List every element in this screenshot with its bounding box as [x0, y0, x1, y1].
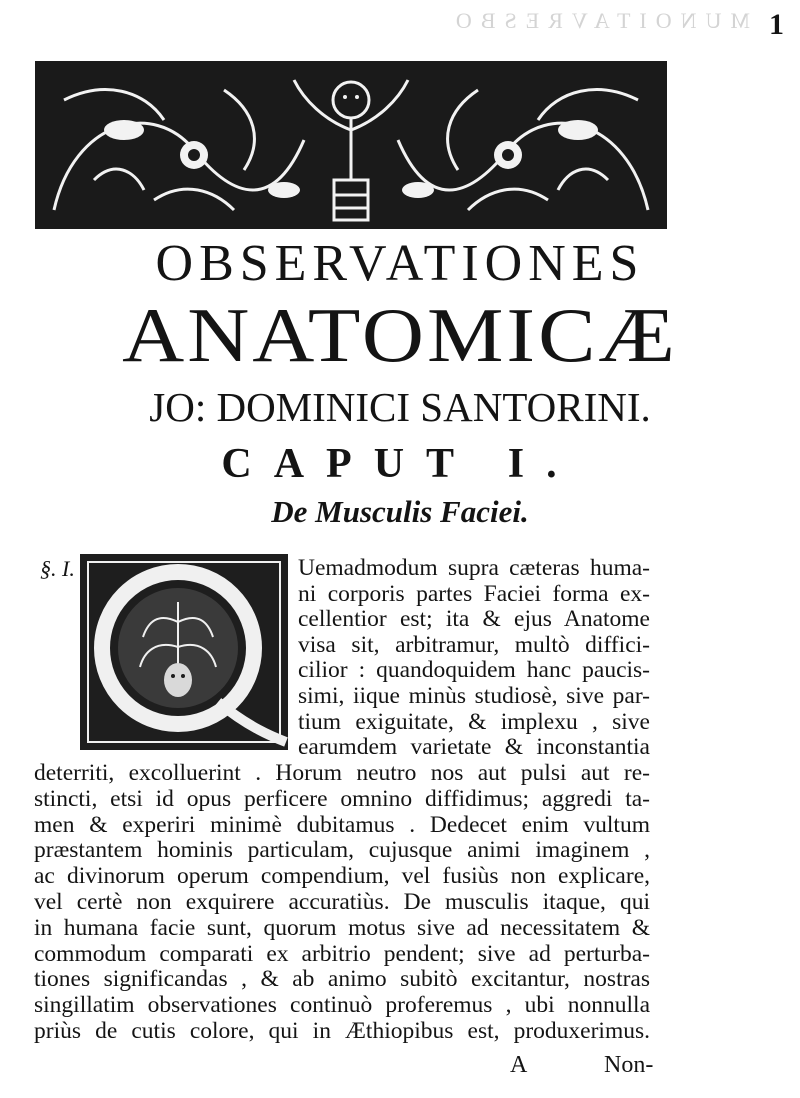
- text-line: commodum comparati ex arbitrio pendent; sive ad perturba-: [34, 940, 650, 967]
- show-through-text: MUNOITAVRESBO: [446, 8, 750, 33]
- page-number: 1: [769, 8, 784, 41]
- text-line: simi, iique minùs studiosè, sive par-: [298, 683, 650, 709]
- text-line: cilior : quandoquidem hanc paucis-: [298, 657, 650, 684]
- text-line: ac divinorum operum compendium, vel fusiùs non explicare,: [34, 863, 650, 890]
- text-line: visa sit, arbitramur, multò diffici-: [298, 631, 650, 658]
- text-line: deterriti, excolluerint . Horum neutro nos aut pulsi aut re-: [34, 760, 650, 786]
- text-line: cellentior est; ita & ejus Anatome: [298, 606, 650, 633]
- text-line: ni corporis partes Faciei forma ex-: [298, 580, 650, 607]
- catchword: Non-: [604, 1052, 654, 1078]
- text-line: priùs de cutis colore, qui in Æthiopibus est, produxerimus.: [34, 1018, 650, 1044]
- section-mark: §. I.: [40, 556, 75, 581]
- title-author: JO: DOMINICI SANTORINI.: [149, 384, 651, 430]
- text-line: tiones significandas , & ab animo subitò excitantur, nostras: [34, 966, 650, 993]
- text-line: tium exiguitate, & implexu , sive: [298, 708, 650, 735]
- signature-mark: A: [510, 1052, 528, 1078]
- text-line: præstantem hominis particulam, cujusque animi imaginem ,: [34, 837, 650, 864]
- chapter-subtitle: De Musculis Faciei.: [271, 494, 529, 529]
- historiated-initial: [78, 552, 290, 752]
- text-line: Uemadmodum supra cæteras huma-: [298, 555, 650, 581]
- text-line: men & experiri minimè dubitamus . Dedecet enim vultum: [34, 811, 650, 838]
- title-observationes: OBSERVATIONES: [155, 235, 645, 292]
- title-anatomicae: ANATOMICÆ: [122, 291, 678, 379]
- headpiece-ornament: [34, 60, 668, 230]
- chapter-heading: CAPUT I.: [221, 441, 579, 487]
- text-line: in humana facie sunt, quorum motus sive ad necessitatem &: [34, 914, 650, 941]
- text-line: vel certè non exquirere accuratiùs. De musculis itaque, qui: [34, 889, 650, 915]
- text-line: earumdem varietate & inconstantia: [298, 734, 650, 761]
- text-line: stincti, etsi id opus perficere omnino diffidimus; aggredi ta-: [34, 785, 650, 812]
- text-line: singillatim observationes continuò proferemus , ubi nonnulla: [34, 992, 650, 1019]
